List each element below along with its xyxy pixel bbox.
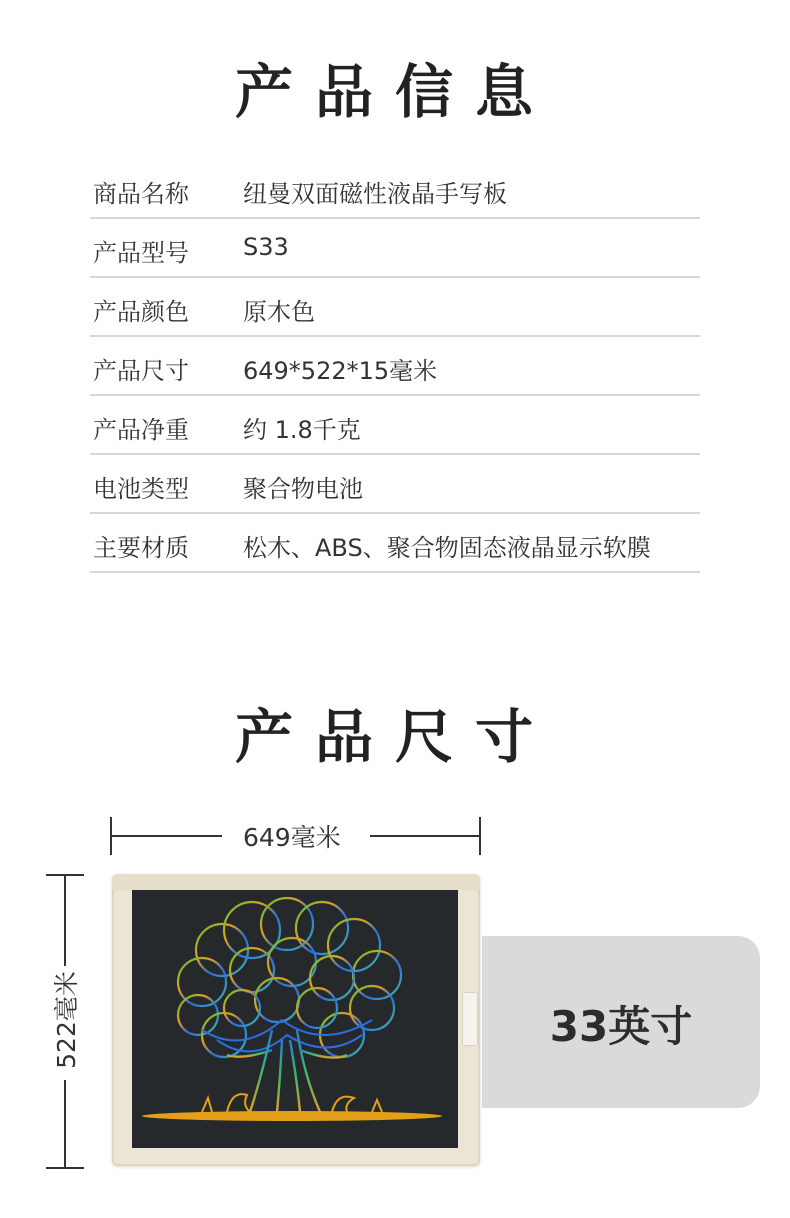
size-badge-label: 33英寸 (549, 1002, 693, 1051)
spec-row (90, 219, 700, 278)
spec-value: 649*522*15毫米 (243, 357, 438, 385)
spec-row (90, 396, 700, 455)
width-dimension-left-line (110, 835, 222, 837)
tablet-side-buttons (462, 992, 478, 1046)
spec-value: 约 1.8千克 (243, 416, 361, 444)
width-dimension-right-line (370, 835, 480, 837)
spec-row (90, 160, 700, 219)
tree-drawing-illustration (132, 890, 458, 1148)
spec-row (90, 455, 700, 514)
tablet-screen (132, 890, 458, 1148)
spec-label: 产品颜色 (93, 298, 189, 326)
spec-label: 产品尺寸 (93, 357, 189, 385)
product-size-title: 产品尺寸 (234, 703, 555, 771)
spec-value: 松木、ABS、聚合物固态液晶显示软膜 (243, 534, 651, 562)
spec-table (90, 160, 700, 573)
spec-label: 电池类型 (93, 475, 189, 503)
width-dimension-right-tick (479, 817, 481, 855)
spec-value: 纽曼双面磁性液晶手写板 (243, 180, 507, 208)
spec-label: 产品净重 (93, 416, 189, 444)
spec-row (90, 514, 700, 573)
spec-label: 产品型号 (93, 239, 189, 267)
size-badge (482, 936, 760, 1108)
spec-value: 聚合物电池 (243, 475, 363, 503)
spec-value: 原木色 (243, 298, 315, 326)
width-dimension-label: 649毫米 (243, 823, 341, 852)
spec-label: 商品名称 (93, 180, 189, 208)
spec-value: S33 (243, 233, 289, 261)
height-dimension-bottom-line (64, 1080, 66, 1168)
height-dimension-bottom-tick (46, 1167, 84, 1169)
spec-label: 主要材质 (93, 534, 189, 562)
tablet-frame-top-edge (112, 874, 480, 890)
product-info-title: 产品信息 (234, 58, 555, 126)
spec-row (90, 278, 700, 337)
spec-row (90, 337, 700, 396)
height-dimension-label: 522毫米 (52, 971, 81, 1069)
